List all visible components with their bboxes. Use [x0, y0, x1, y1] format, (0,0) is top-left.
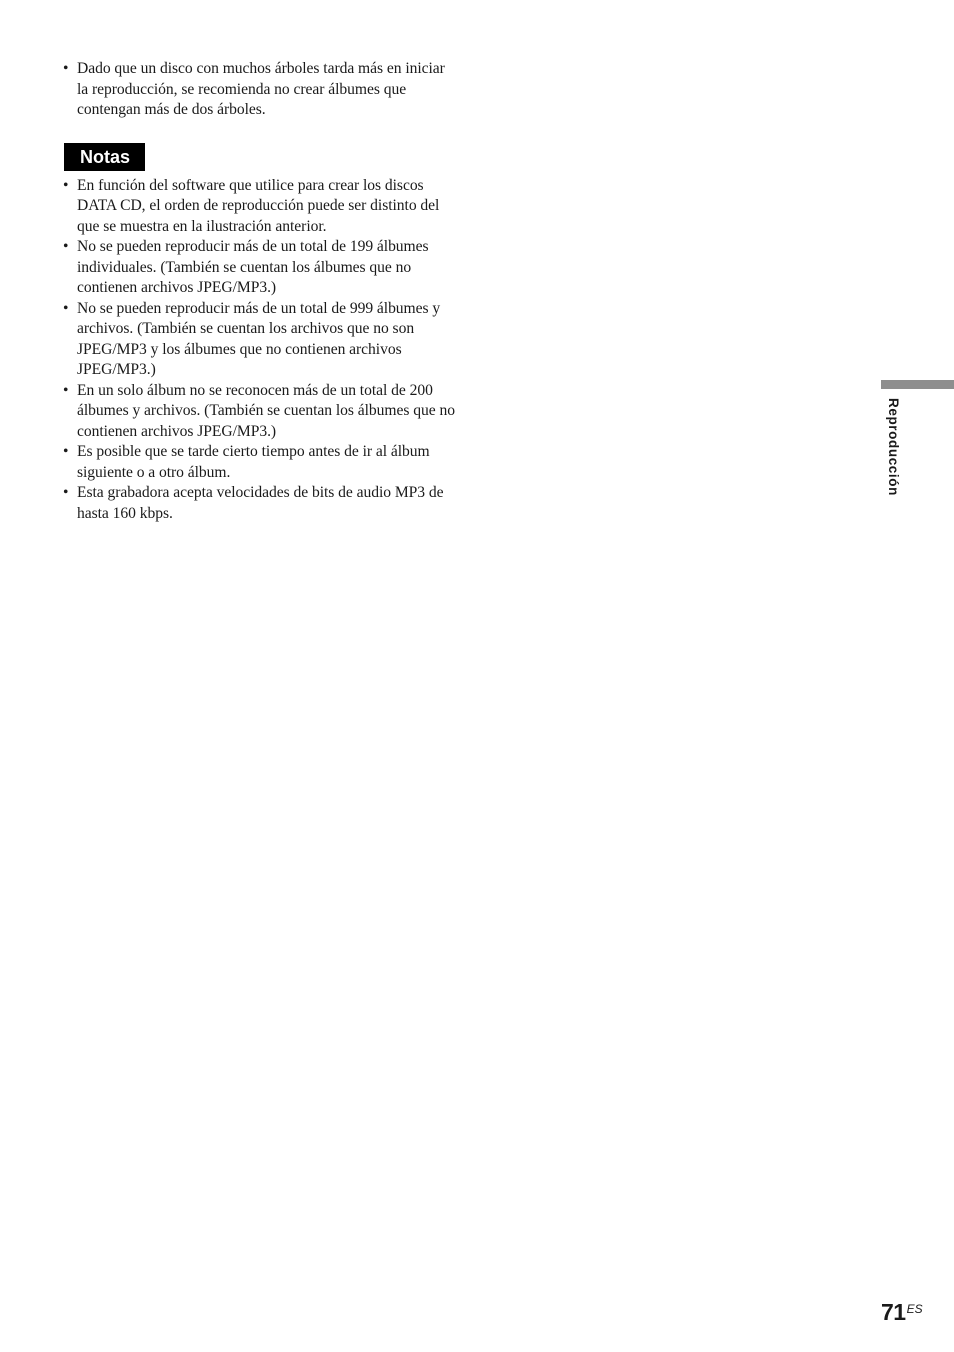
- bullet-icon: •: [63, 381, 69, 399]
- list-item-text: Esta grabadora acepta velocidades de bits de audio MP3 de hasta 160 kbps.: [77, 484, 444, 522]
- list-item-text: Es posible que se tarde cierto tiempo antes de ir al álbum siguiente o a otro álbum.: [77, 443, 430, 481]
- bullet-icon: •: [63, 299, 69, 317]
- list-item-text: No se pueden reproducir más de un total de 199 álbumes individuales. (También se cuentan los álbumes que no contienen archivos JPEG/MP3.): [77, 238, 429, 296]
- list-item-text: No se pueden reproducir más de un total de 999 álbumes y archivos. (También se cuentan los archivos que no son JPEG/MP3 y los álbumes que no contienen archivos JPEG/MP3.): [77, 299, 441, 378]
- bullet-icon: •: [63, 484, 69, 501]
- bullet-icon: •: [63, 176, 69, 194]
- language-code: ES: [906, 1302, 923, 1316]
- list-item: [63, 176, 455, 238]
- main-column: [63, 59, 455, 524]
- list-item-text: En función del software que utilice para crear los discos DATA CD, el orden de reproducción puede ser distinto del que se muestra en la ilustración anterior.: [77, 176, 440, 235]
- page-number-value: 71: [881, 1299, 906, 1325]
- section-tab-marker: [881, 380, 954, 389]
- list-item-text: Dado que un disco con muchos árboles tarda más en iniciar la reproducción, se recomienda no crear álbumes que contengan más de dos árboles.: [77, 60, 445, 118]
- bullet-icon: •: [63, 238, 69, 255]
- list-item-text: En un solo álbum no se reconocen más de un total de 200 álbumes y archivos. (También se cuentan los álbumes que no contienen archivos JPEG/MP3.): [77, 381, 455, 440]
- list-item: [63, 299, 455, 381]
- list-item: [63, 237, 455, 299]
- list-item: [63, 59, 455, 121]
- notes-list: [63, 176, 455, 525]
- intro-list: [63, 59, 455, 121]
- list-item: [63, 381, 455, 443]
- bullet-icon: •: [63, 443, 69, 460]
- list-item: [63, 442, 455, 483]
- list-item: [63, 483, 455, 524]
- bullet-icon: •: [63, 60, 69, 77]
- section-label: Reproducción: [886, 398, 901, 496]
- notes-heading: Notas: [64, 143, 145, 171]
- page-number: [881, 1299, 923, 1326]
